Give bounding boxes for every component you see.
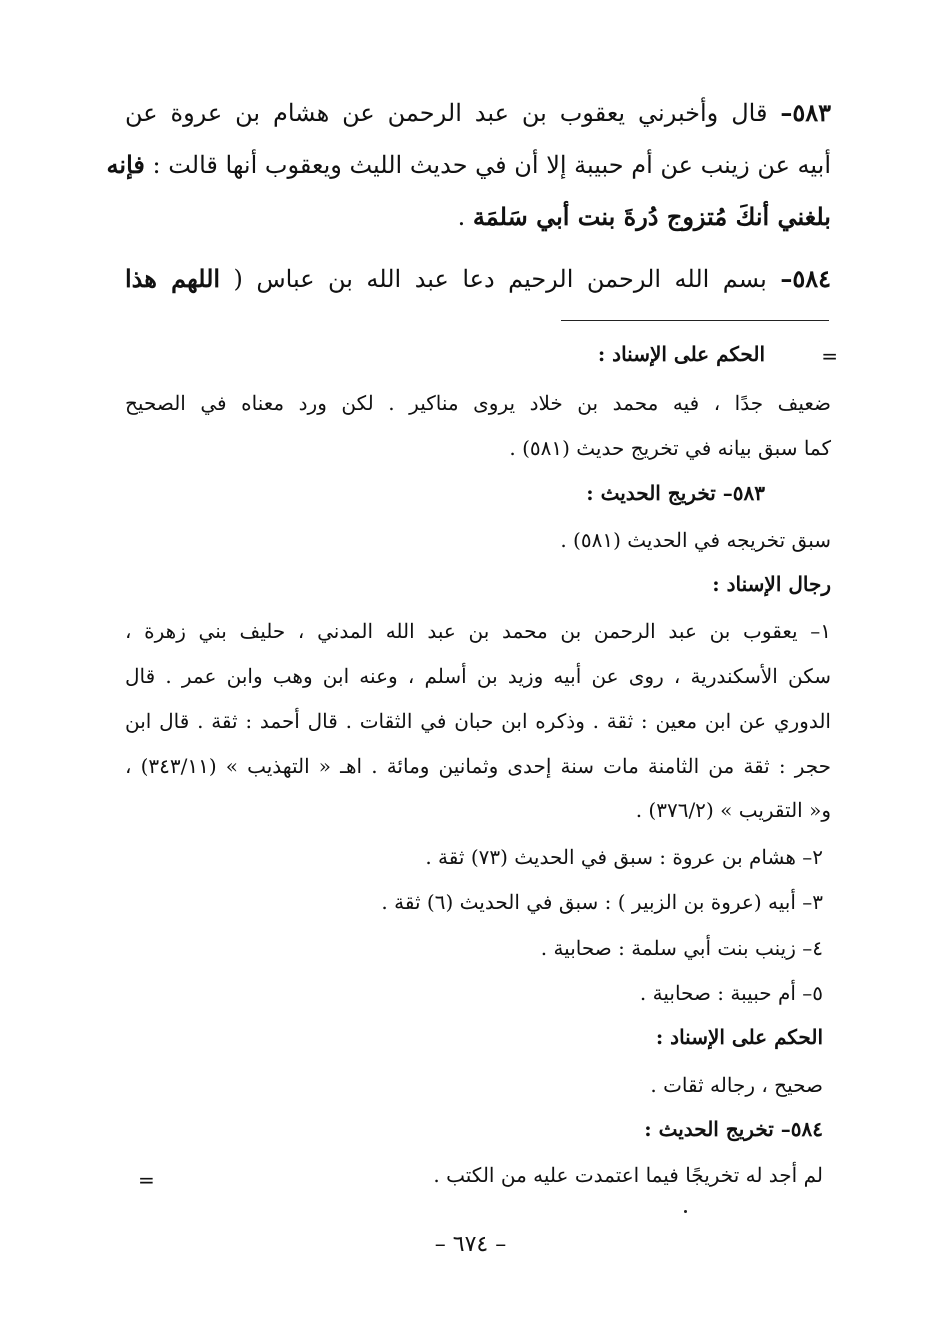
continuation-marker-bottom: =	[138, 1168, 155, 1192]
footnote-narrator-5: ٥– أم حبيبة : صحابية .	[639, 981, 823, 1005]
hadith-583-line-1	[125, 98, 831, 127]
footnote-line-5: سكن الأسكندرية ، روى عن أبيه وزيد بن أسلم ، وعنه ابن وهب وابن عمر . قال	[125, 664, 831, 688]
hadith-583-text: قال وأخبرني يعقوب بن عبد الرحمن عن هشام بن عروة عن	[125, 99, 781, 127]
heading-hukm-isnad-2: الحكم على الإسناد :	[655, 1025, 823, 1049]
hadith-583-quote: بلغني أنكَ مُتزوج دُرةَ بنت أبي سَلمَة	[472, 202, 831, 231]
hadith-584-number: ٥٨٤–	[780, 264, 831, 293]
footnote-narrator-4: ٤– زينب بنت أبي سلمة : صحابية .	[540, 936, 823, 960]
hadith-583-end: .	[457, 203, 473, 231]
footnote-line-2: كما سبق بيانه في تخريج حديث (٥٨١) .	[509, 436, 831, 460]
footnote-line-8: و« التقريب » (٣٧٦/٢) .	[635, 798, 831, 822]
footnote-line-6: الدوري عن ابن معين : ثقة . وذكره ابن حبان في الثقات . قال أحمد : ثقة . قال ابن	[125, 709, 831, 733]
hadith-583-quote-start: فإنه	[106, 150, 145, 179]
footnote-narrator-3: ٣– أبيه (عروة بن الزبير ) : سبق في الحديث (٦) ثقة .	[381, 890, 823, 914]
footnote-divider	[561, 320, 829, 321]
footnote-line-3: سبق تخريجه في الحديث (٥٨١) .	[560, 528, 831, 552]
hadith-584-quote-start: اللهم هذا	[125, 264, 221, 293]
footnote-line-4: ١– يعقوب بن عبد الرحمن بن محمد بن عبد الله المدني ، حليف بني زهرة ،	[125, 619, 831, 643]
hadith-584-text: بسم الله الرحمن الرحيم دعا عبد الله بن عباس (	[220, 265, 781, 293]
footnote-line-7: حجر : ثقة من الثامنة مات سنة إحدى وثمانين ومائة . اهـ « التهذيب » (٣٤٣/١١) ،	[125, 754, 831, 778]
continuation-marker-top: =	[821, 344, 838, 368]
footnote-line-14: لم أجد له تخريجًا فيما اعتمدت عليه من الكتب .	[433, 1163, 823, 1187]
hadith-584-line-1	[125, 264, 831, 293]
hadith-583-line-3	[125, 202, 831, 231]
heading-rijal-isnad: رجال الإسناد :	[712, 572, 831, 596]
speck-mark	[684, 1210, 687, 1213]
page-number: – ٦٧٤ –	[434, 1232, 507, 1257]
hadith-583-text-2: أبيه عن زينب عن أم حبيبة إلا أن في حديث الليث ويعقوب أنها قالت :	[144, 151, 831, 179]
footnote-line-13: صحيح ، رجاله ثقات .	[650, 1073, 823, 1097]
heading-takhrij-584: ٥٨٤– تخريج الحديث :	[644, 1117, 823, 1141]
footnote-narrator-2: ٢– هشام بن عروة : سبق في الحديث (٧٣) ثقة .	[425, 845, 823, 869]
heading-takhrij-583: ٥٨٣– تخريج الحديث :	[586, 481, 765, 505]
hadith-583-number: ٥٨٣–	[780, 98, 831, 127]
hadith-583-line-2	[106, 150, 831, 179]
footnote-line-1: ضعيف جدًا ، فيه محمد بن خلاد يروى مناكير . لكن ورد معناه في الصحيح	[125, 391, 831, 415]
heading-hukm-isnad-1: الحكم على الإسناد :	[597, 342, 765, 366]
